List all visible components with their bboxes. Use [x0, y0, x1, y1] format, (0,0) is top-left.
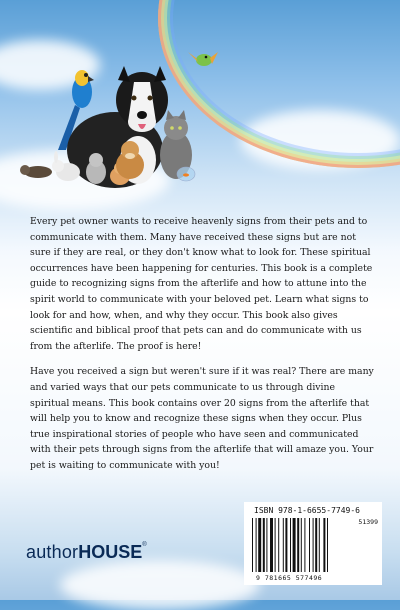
barcode-bar [266, 518, 267, 572]
blurb-paragraph-1: Every pet owner wants to receive heavenly signs from their pets and to communicate with them. Many have received these signs but are not sure if they are real, or they don't know what to look for. These spiritual occurrences have been happening for centuries. This book is a complete guide to recognizing signs from the afterlife and how to attune into the spirit world to communicate with your beloved pet. Learn what signs to look for and how, when, and why they occur. This book also gives scientific and biblical proof that pets can and do communicate with us from the afterlife. The proof is here! [30, 216, 373, 352]
barcode-bar [301, 518, 302, 572]
barcode-bar [256, 518, 257, 572]
barcode-bar [293, 518, 296, 572]
registered-mark: ® [142, 542, 147, 548]
blurb-paragraph-2: Have you received a sign but weren't sure if it was real? There are many and varied ways that our pets communicate to us through divine spiritual means. This book contains over 20 signs from the afterlife that will help you to know and recognize these signs when they occur. Plus true inspirational stories of people who have seen and communicated with their pets through signs from the afterlife that will amaze you. Your pet is waiting to communicate with you! [30, 366, 374, 471]
barcode-bar [252, 518, 253, 572]
isbn-barcode [244, 502, 382, 585]
barcode-bar [297, 518, 299, 572]
barcode-bar [258, 518, 261, 572]
barcode-bar [315, 518, 317, 572]
barcode-bars [252, 518, 348, 574]
barcode-bar [270, 518, 273, 572]
barcode-bar [290, 518, 291, 572]
publisher-logo [26, 542, 147, 563]
barcode-bar [319, 518, 320, 572]
barcode-bar [323, 518, 325, 572]
ean-number: 9 781665 577496 [256, 574, 323, 582]
barcode-bar [275, 518, 276, 572]
logo-author: author [26, 542, 79, 562]
barcode-bar [309, 518, 310, 572]
barcode-bar [327, 518, 328, 572]
book-blurb [30, 214, 374, 484]
price-code: 51399 [358, 518, 378, 526]
barcode-bar [285, 518, 287, 572]
logo-house: HOUSE [78, 542, 143, 562]
ferret-icon [20, 165, 52, 178]
barcode-bar [313, 518, 314, 572]
barcode-bar [283, 518, 284, 572]
pets-illustration [0, 0, 400, 200]
isbn-number: ISBN 978-1-6655-7749-6 [254, 506, 360, 515]
fishbowl-icon [177, 167, 195, 181]
cloud [60, 560, 260, 610]
bird-icon [188, 52, 218, 66]
barcode-bar [278, 518, 279, 572]
barcode-bar [263, 518, 265, 572]
barcode-bar [304, 518, 305, 572]
